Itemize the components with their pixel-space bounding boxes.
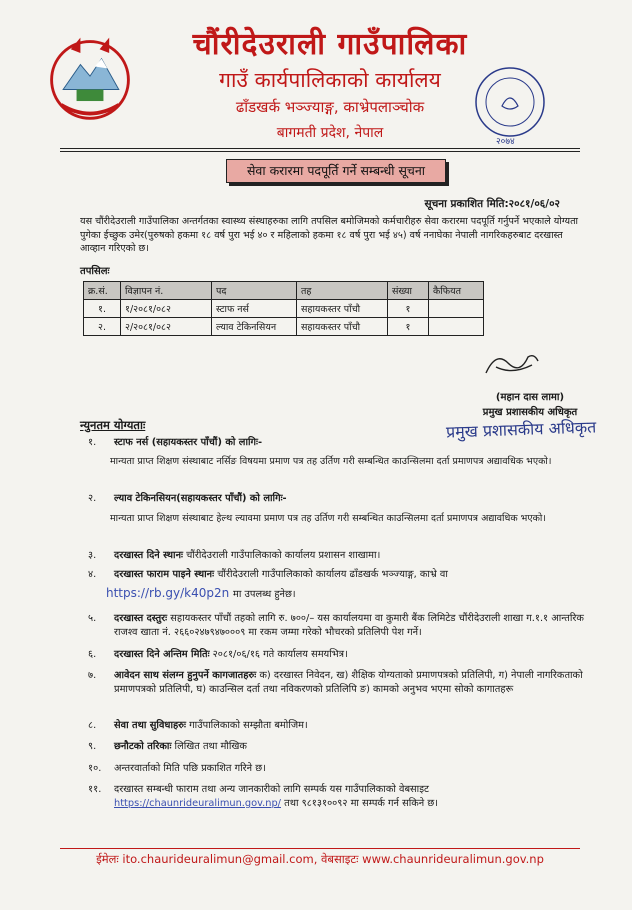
item-number: १०. — [88, 763, 102, 774]
table-cell: १ — [388, 318, 429, 336]
list-item — [88, 436, 588, 450]
col-header: संख्या — [388, 282, 429, 300]
item-text: दरखास्त सम्बन्धी फाराम तथा अन्य जानकारीको लागि सम्पर्क यस गाउँपालिकाको वेबसाइट — [114, 784, 429, 795]
nepal-emblem-icon — [42, 30, 138, 126]
footer-contact: ईमेलः ito.chaurideuralimun@gmail.com, वेबसाइटः www.chaunrideuralimun.gov.np — [96, 852, 544, 866]
office-subtitle: गाउँ कार्यपालिकाको कार्यालय — [219, 68, 441, 92]
col-header: कैफियत — [429, 282, 484, 300]
office-address: ढाँडखर्क भञ्ज्याङ्ग, काभ्रेपलाञ्चोक — [235, 98, 425, 116]
seal-icon — [470, 62, 550, 142]
table-cell: १. — [84, 300, 121, 318]
item-number: ११. — [88, 784, 102, 795]
item-text: चौंरीदेउराली गाउँपालिकाको कार्यालय ढाँडखर्क भञ्ज्याङ्ग, काभ्रे वा — [217, 569, 448, 580]
item-label: आवेदन साथ संलग्न हुनुपर्ने कागजातहरुः — [114, 670, 257, 681]
item-text: क) दरखास्त निवेदन, ख) शैक्षिक योग्यताको प्रमाणपत्रको प्रतिलिपी, ग) नेपाली नागरिकताको प्रमाणपत्रको प्रतिलिपी, घ) काउन्सिल दर्ता तथा नविकरणको प्रतिलिपि ङ) कामको अनुभव भएमा सोको कागातहरू — [114, 670, 583, 695]
item-text: मान्यता प्राप्त शिक्षण संस्थाबाट हेल्थ ल्यावमा प्रमाण पत्र तह उर्तिण गरी सम्बन्धित काउन्सिलमा दर्ता प्रमाणपत्र अद्यावधिक भएको। — [110, 513, 546, 524]
item-text: सहायकस्तर पाँचौं तहको लागि रु. ७००/– यस कार्यालयमा वा कुमारी बैंक लिमिटेड चौंरीदेउराली शाखा ग.१.१ आन्तरिक राजश्व खाता नं. २६६०२४७९४७०००९ मा रकम जम्मा गरेको भौचरको प्रतिलिपी पेश गर्ने। — [114, 613, 584, 638]
item-number: १. — [88, 437, 97, 448]
office-province: बागमती प्रदेश, नेपाल — [276, 125, 384, 141]
intro-paragraph: यस चौंरीदेउराली गाउँपालिका अन्तर्गतका स्वास्थ्य संस्थाहरुका लागि तपसिल बमोजिमको कर्मचारीहरु सेवा करारमा पदपूर्ति गर्नुपर्ने भएकाले योग्यता पुगेका ईच्छुक उमेर(पुरुषको हकमा १८ वर्ष पुरा भई ४० र महिलाको हकमा १८ वर्ष पुरा भई ४५) वर्ष ननाघेका नेपाली नागरिकहरुबाट दरखास्त आव्हान गरिएको छ। — [80, 216, 579, 254]
signature-icon — [482, 347, 542, 379]
item-text-after: तथा ९८१३१००९२ मा सम्पर्क गर्न सकिने छ। — [284, 798, 438, 809]
item-label: छनौटको तरिकाः — [114, 741, 172, 752]
item-number: ८. — [88, 720, 97, 731]
table-cell: स्टाफ नर्स — [212, 300, 297, 318]
office-title: चौंरीदेउराली गाउँपालिका — [192, 27, 468, 62]
list-item — [88, 492, 588, 506]
vacancy-table — [83, 281, 484, 336]
table-cell — [429, 300, 484, 318]
list-item — [88, 740, 588, 754]
col-header: विज्ञापन नं. — [121, 282, 212, 300]
table-header-row — [84, 282, 484, 300]
form-link-row — [106, 586, 296, 600]
signatory-name: (महान दास लामा) — [495, 392, 565, 403]
item-number: ९. — [88, 741, 97, 752]
footer-divider — [60, 848, 580, 849]
item-text: मान्यता प्राप्त शिक्षण संस्थाबाट नर्सिङ विषयमा प्रमाण पत्र तह उर्तिण गरी सम्बन्धित काउन्सिलमा दर्ता प्रमाणपत्र अद्यावधिक भएको। — [110, 456, 552, 467]
item-number: ६. — [88, 649, 97, 660]
table-cell: सहायकस्तर पाँचौ — [297, 318, 388, 336]
table-cell: सहायकस्तर पाँचौ — [297, 300, 388, 318]
item-text: चौंरीदेउराली गाउँपालिकाको कार्यालय प्रशासन शाखामा। — [186, 550, 381, 561]
signatory-title: प्रमुख प्रशासकीय अधिकृत — [482, 407, 578, 418]
item-text: लिखित तथा मौखिक — [174, 741, 247, 752]
list-item — [88, 568, 588, 582]
website-link[interactable]: https://chaunrideuralimun.gov.np/ — [114, 798, 281, 809]
col-header: पद — [212, 282, 297, 300]
list-item — [88, 612, 588, 640]
item-number: ४. — [88, 569, 97, 580]
item-number: ३. — [88, 550, 97, 561]
list-item — [88, 669, 588, 697]
notice-heading: सेवा करारमा पदपूर्ति गर्ने सम्बन्धी सूचना — [226, 159, 446, 183]
seal-year: २०७४ — [496, 137, 515, 147]
item-number: ७. — [88, 670, 97, 681]
item-label: दरखास्त फाराम पाइने स्थानः — [114, 569, 215, 580]
header-divider-2 — [60, 151, 580, 152]
item-label: दरखास्त दिने स्थानः — [114, 550, 183, 561]
item-text: २०८१/०६/१६ गते कार्यालय समयभित्र। — [212, 649, 348, 660]
item-label: दरखास्त दस्तुरः — [114, 613, 168, 624]
published-date: सूचना प्रकाशित मिति:२०८१/०६/०२ — [424, 198, 560, 210]
item-text-after: मा उपलब्ध हुनेछ। — [233, 589, 296, 600]
form-link[interactable]: https://rb.gy/k40p2n — [106, 586, 230, 600]
header-divider — [60, 148, 580, 149]
item-number: ५. — [88, 613, 97, 624]
office-seal — [470, 62, 550, 152]
signatory-stamp: प्रमुख प्रशासकीय अधिकृत — [445, 417, 597, 442]
list-item — [88, 783, 588, 811]
qualifications-heading: न्युनतम योग्यताः — [80, 418, 146, 432]
item-text: अन्तरवार्ताको मिति पछि प्रकाशित गरिने छ। — [114, 763, 266, 774]
list-item — [88, 549, 588, 563]
item-label: दरखास्त दिने अन्तिम मितिः — [114, 649, 210, 660]
item-label: सेवा तथा सुविधाहरुः — [114, 720, 187, 731]
item-label: स्टाफ नर्स (सहायकस्तर पाँचौं) को लागिः- — [114, 437, 263, 448]
list-item — [88, 719, 588, 733]
table-cell: २/२०८१/०८२ — [121, 318, 212, 336]
table-row — [84, 300, 484, 318]
col-header: तह — [297, 282, 388, 300]
table-row — [84, 318, 484, 336]
list-item — [88, 648, 588, 662]
table-label: तपसिलः — [80, 266, 110, 277]
item-label: ल्याव टेकिनसियन(सहायकस्तर पाँचौं) को लागिः- — [114, 493, 287, 504]
table-cell: १/२०८१/०८२ — [121, 300, 212, 318]
item-text: गाउँपालिकाको सम्झौता बमोजिम। — [189, 720, 308, 731]
list-item — [88, 762, 588, 776]
table-cell — [429, 318, 484, 336]
table-cell: २. — [84, 318, 121, 336]
table-cell: १ — [388, 300, 429, 318]
item-number: २. — [88, 493, 97, 504]
table-cell: ल्याव टेकिनसियन — [212, 318, 297, 336]
col-header: क्र.सं. — [84, 282, 121, 300]
